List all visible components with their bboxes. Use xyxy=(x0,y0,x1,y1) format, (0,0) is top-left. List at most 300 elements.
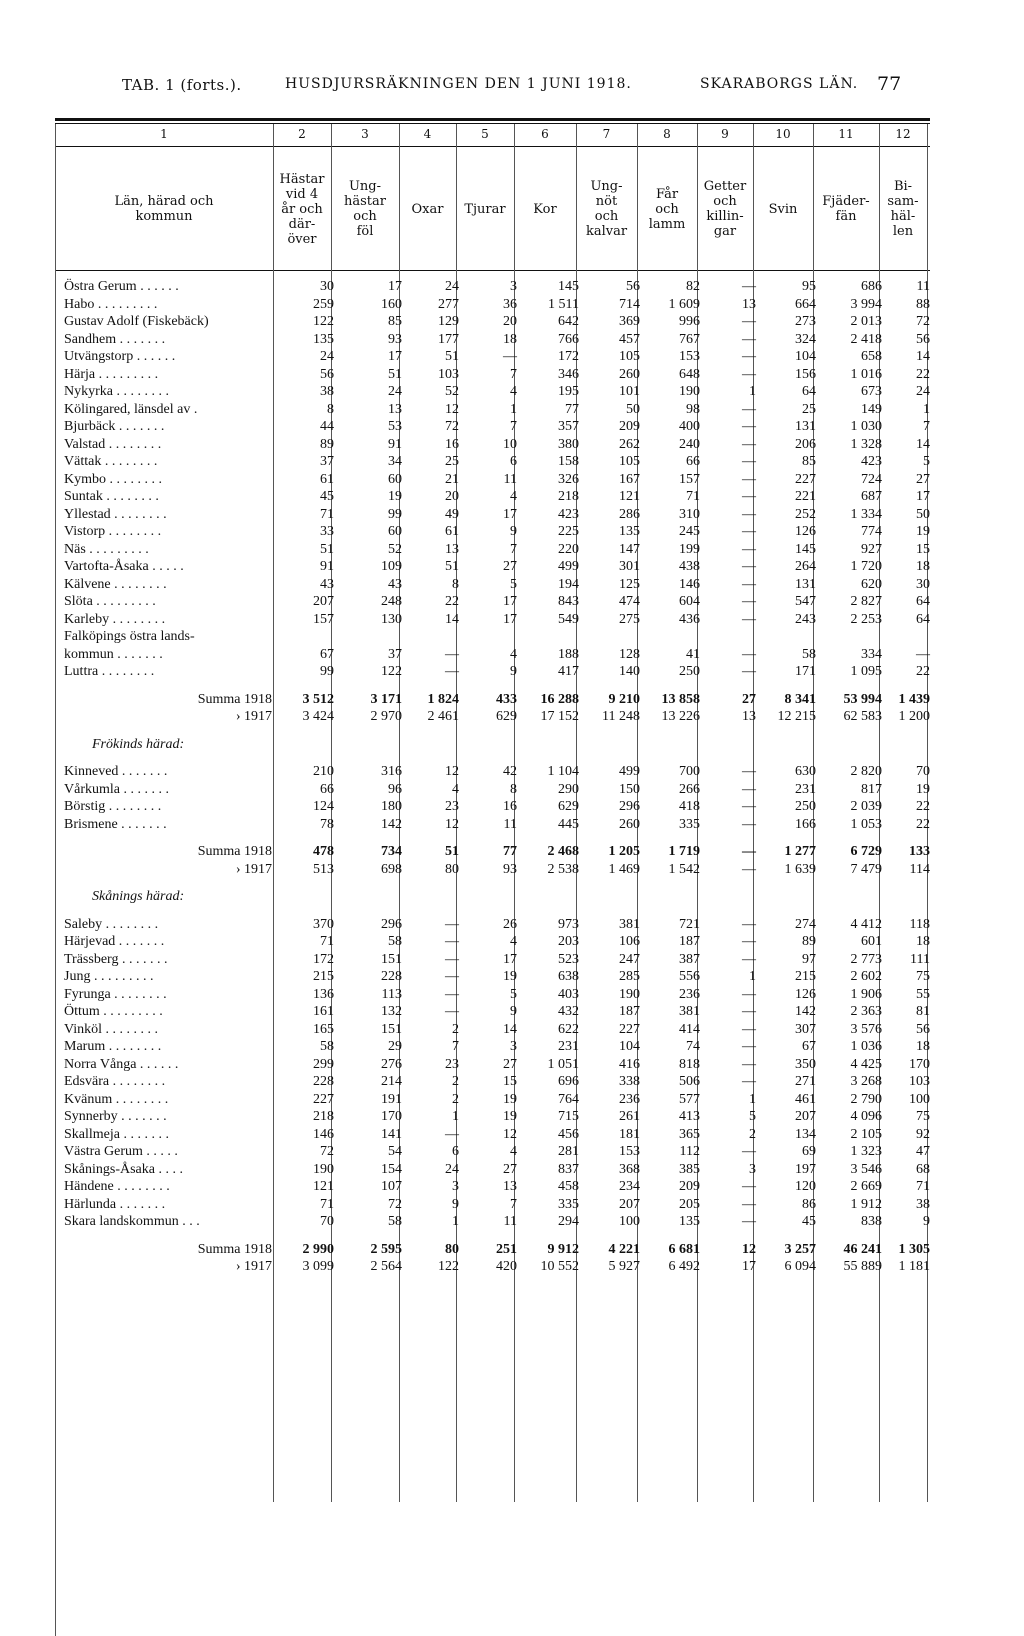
cell-col-10: 85 xyxy=(802,454,816,469)
cell-col-12: 114 xyxy=(909,861,930,877)
header-pigs: Svin xyxy=(768,201,798,217)
cell-col-12: 9 xyxy=(923,1214,930,1229)
cell-col-12: 14 xyxy=(916,349,930,364)
cell-col-6: 458 xyxy=(558,1179,579,1194)
cell-col-5: 16 xyxy=(503,799,517,814)
cell-col-3: 54 xyxy=(388,1144,402,1159)
cell-col-6: 638 xyxy=(558,969,579,984)
cell-col-12: 70 xyxy=(916,764,930,779)
sum-label: › 1917 xyxy=(235,861,272,877)
cell-col-7: 104 xyxy=(619,1039,640,1054)
cell-col-6: 432 xyxy=(558,1004,579,1019)
cell-col-8: 436 xyxy=(679,611,700,627)
cell-col-6: 195 xyxy=(558,384,579,399)
cell-col-8: 385 xyxy=(679,1161,700,1177)
cell-col-2: 56 xyxy=(320,366,334,382)
table-row xyxy=(0,1196,934,1214)
cell-col-4: — xyxy=(445,1126,459,1142)
cell-col-8: 387 xyxy=(679,951,700,967)
cell-col-7: 416 xyxy=(619,1056,640,1072)
cell-col-5: 4 xyxy=(510,646,517,662)
cell-col-6: 194 xyxy=(558,576,579,592)
cell-col-4: 3 xyxy=(452,1179,459,1194)
cell-col-12: 88 xyxy=(916,296,930,312)
cell-col-8: 6 681 xyxy=(668,1241,700,1257)
cell-col-5: 5 xyxy=(510,986,517,1002)
cell-col-2: 3 099 xyxy=(302,1259,334,1274)
municipality-name: Nykyrka . . . . . . . . xyxy=(64,384,169,399)
cell-col-6: 380 xyxy=(558,436,579,452)
cell-col-4: 277 xyxy=(438,296,459,312)
cell-col-3: 53 xyxy=(388,419,402,434)
cell-col-9: — xyxy=(742,611,756,627)
cell-col-2: 24 xyxy=(320,349,334,364)
cell-col-6: 642 xyxy=(558,314,579,329)
cell-col-5: 1 xyxy=(510,401,517,417)
cell-col-11: 1 016 xyxy=(850,366,882,382)
cell-col-11: 1 912 xyxy=(850,1196,882,1212)
cell-col-6: 1 511 xyxy=(548,296,579,312)
cell-col-6: 549 xyxy=(558,611,579,627)
cell-col-3: 180 xyxy=(381,799,402,814)
cell-col-11: 53 994 xyxy=(843,691,882,707)
cell-col-2: 71 xyxy=(320,934,334,949)
cell-col-9: — xyxy=(742,646,756,662)
cell-col-6: 326 xyxy=(558,471,579,487)
cell-col-11: 2 773 xyxy=(850,951,882,967)
cell-col-7: 50 xyxy=(626,401,640,417)
table-row xyxy=(0,1178,934,1196)
cell-col-9: — xyxy=(742,419,756,434)
cell-col-3: 60 xyxy=(388,471,402,487)
cell-col-6: 172 xyxy=(558,349,579,364)
cell-col-7: 262 xyxy=(619,436,640,452)
cell-col-9: — xyxy=(742,1004,756,1019)
cell-col-11: 6 729 xyxy=(850,844,882,859)
cell-col-12: 1 439 xyxy=(898,691,930,707)
cell-col-10: 58 xyxy=(802,646,816,662)
cell-col-9: — xyxy=(742,1056,756,1072)
cell-col-11: 7 479 xyxy=(850,861,882,877)
municipality-name: Sandhem . . . . . . . xyxy=(64,331,166,347)
cell-col-4: 21 xyxy=(445,471,459,487)
cell-col-5: 6 xyxy=(510,454,517,469)
cell-col-6: 423 xyxy=(558,506,579,522)
cell-col-4: 23 xyxy=(445,799,459,814)
spacer-row xyxy=(0,833,934,843)
cell-col-8: 381 xyxy=(679,1004,700,1019)
cell-col-4: — xyxy=(445,1004,459,1019)
cell-col-5: 19 xyxy=(503,1109,517,1124)
cell-col-5: 42 xyxy=(503,764,517,779)
cell-col-2: 165 xyxy=(313,1021,334,1037)
cell-col-4: 1 824 xyxy=(427,691,459,707)
cell-col-3: 276 xyxy=(381,1056,402,1072)
cell-col-8: 335 xyxy=(679,816,700,832)
cell-col-11: 4 412 xyxy=(850,916,882,932)
cell-col-9: — xyxy=(742,1179,756,1194)
cell-col-9: — xyxy=(742,861,756,877)
cell-col-7: 209 xyxy=(619,419,640,434)
sum-label: Summa 1918 xyxy=(197,1241,272,1257)
municipality-name: Brismene . . . . . . . xyxy=(64,816,167,832)
header-cows: Kor xyxy=(533,201,557,217)
cell-col-9: 17 xyxy=(742,1259,756,1274)
cell-col-8: 700 xyxy=(679,764,700,779)
cell-col-12: 1 181 xyxy=(898,1259,930,1274)
cell-col-6: 764 xyxy=(558,1091,579,1107)
sum-label: › 1917 xyxy=(235,1259,272,1274)
column-headers xyxy=(0,150,1024,268)
cell-col-4: 2 xyxy=(452,1021,459,1037)
cell-col-9: — xyxy=(742,1144,756,1159)
cell-col-2: 370 xyxy=(313,916,334,932)
municipality-name: Skara landskommun . . . xyxy=(64,1214,200,1229)
cell-col-10: 207 xyxy=(795,1109,816,1124)
cell-col-9: 1 xyxy=(749,1091,756,1107)
municipality-name: Karleby . . . . . . . . xyxy=(64,611,166,627)
municipality-name: Öttum . . . . . . . . . xyxy=(64,1004,163,1019)
cell-col-3: 2 564 xyxy=(370,1259,402,1274)
cell-col-11: 2 602 xyxy=(850,969,882,984)
cell-col-10: 221 xyxy=(795,489,816,504)
col-num-9: 9 xyxy=(721,127,729,141)
cell-col-6: 17 152 xyxy=(540,709,579,724)
cell-col-6: 715 xyxy=(558,1109,579,1124)
municipality-name: Härlunda . . . . . . . xyxy=(64,1196,166,1212)
table-row xyxy=(0,611,934,629)
cell-col-10: 134 xyxy=(795,1126,816,1142)
sum-row xyxy=(0,708,934,726)
cell-col-7: 261 xyxy=(619,1109,640,1124)
cell-col-11: 3 994 xyxy=(850,296,882,312)
table-row xyxy=(0,541,934,559)
cell-col-3: 3 171 xyxy=(370,691,402,707)
cell-col-4: 8 xyxy=(452,576,459,592)
cell-col-4: 80 xyxy=(445,1241,459,1257)
cell-col-2: 218 xyxy=(313,1109,334,1124)
cell-col-2: 78 xyxy=(320,816,334,832)
district-heading: Skånings härad: xyxy=(92,889,185,904)
spacer-row xyxy=(0,753,934,763)
municipality-name: Vinköl . . . . . . . . xyxy=(64,1021,159,1037)
municipality-name: Kvänum . . . . . . . . xyxy=(64,1091,169,1107)
cell-col-6: 2 538 xyxy=(547,861,579,877)
cell-col-11: 1 030 xyxy=(850,419,882,434)
cell-col-4: 61 xyxy=(445,524,459,539)
cell-col-12: 75 xyxy=(916,1109,930,1124)
col-num-5: 5 xyxy=(481,127,489,141)
col-num-8: 8 xyxy=(663,127,671,141)
table-row xyxy=(0,313,934,331)
cell-col-4: 2 xyxy=(452,1074,459,1089)
cell-col-11: 774 xyxy=(861,524,882,539)
table-row xyxy=(0,1213,934,1231)
municipality-name: Östra Gerum . . . . . . xyxy=(64,279,179,294)
cell-col-12: 27 xyxy=(916,471,930,487)
cell-col-6: 766 xyxy=(558,331,579,347)
cell-col-11: 4 425 xyxy=(850,1056,882,1072)
cell-col-10: 97 xyxy=(802,951,816,967)
cell-col-11: 1 036 xyxy=(850,1039,882,1054)
table-row xyxy=(0,471,934,489)
cell-col-5: 251 xyxy=(496,1241,517,1257)
cell-col-3: 151 xyxy=(381,1021,402,1037)
cell-col-12: 170 xyxy=(909,1056,930,1072)
cell-col-11: 1 328 xyxy=(850,436,882,452)
cell-col-3: 130 xyxy=(381,611,402,627)
cell-col-2: 44 xyxy=(320,419,334,434)
cell-col-8: 414 xyxy=(679,1021,700,1037)
cell-col-3: 29 xyxy=(388,1039,402,1054)
cell-col-7: 714 xyxy=(619,296,640,312)
cell-col-4: 122 xyxy=(438,1259,459,1274)
cell-col-10: 1 639 xyxy=(784,861,816,877)
cell-col-10: 273 xyxy=(795,314,816,329)
cell-col-12: 68 xyxy=(916,1161,930,1177)
cell-col-12: 56 xyxy=(916,1021,930,1037)
cell-col-8: 818 xyxy=(679,1056,700,1072)
cell-col-2: 146 xyxy=(313,1126,334,1142)
cell-col-12: 47 xyxy=(916,1144,930,1159)
cell-col-2: 37 xyxy=(320,454,334,469)
sum-label: Summa 1918 xyxy=(197,691,272,707)
cell-col-11: 2 790 xyxy=(850,1091,882,1107)
cell-col-7: 369 xyxy=(619,314,640,329)
header-beehives: Bi- sam- häl- len xyxy=(887,179,919,239)
cell-col-12: 64 xyxy=(916,611,930,627)
table-row xyxy=(0,436,934,454)
municipality-name: Näs . . . . . . . . . xyxy=(64,541,149,557)
cell-col-12: 72 xyxy=(916,314,930,329)
col-num-10: 10 xyxy=(775,127,791,141)
cell-col-5: 629 xyxy=(496,709,517,724)
cell-col-8: 13 226 xyxy=(661,709,700,724)
cell-col-7: 101 xyxy=(619,384,640,399)
table-row xyxy=(0,663,934,681)
cell-col-4: 7 xyxy=(452,1039,459,1054)
cell-col-2: 72 xyxy=(320,1144,334,1159)
cell-col-10: 89 xyxy=(802,934,816,949)
cell-col-11: 4 096 xyxy=(850,1109,882,1124)
municipality-name: Norra Vånga . . . . . . xyxy=(64,1056,179,1072)
cell-col-10: 231 xyxy=(795,781,816,797)
table-row xyxy=(0,506,934,524)
cell-col-8: 74 xyxy=(686,1039,700,1054)
cell-col-11: 423 xyxy=(861,454,882,469)
cell-col-11: 3 576 xyxy=(850,1021,882,1037)
cell-col-2: 513 xyxy=(313,861,334,877)
cell-col-12: 92 xyxy=(916,1126,930,1142)
header-young-horses: Ung- hästar och föl xyxy=(344,179,386,239)
cell-col-2: 58 xyxy=(320,1039,334,1054)
cell-col-2: 215 xyxy=(313,969,334,984)
cell-col-7: 4 221 xyxy=(608,1241,640,1257)
cell-col-5: 4 xyxy=(510,384,517,399)
municipality-name: Falköpings östra lands- xyxy=(64,629,195,644)
cell-col-9: 13 xyxy=(742,296,756,312)
cell-col-3: 214 xyxy=(381,1074,402,1089)
cell-col-2: 3 512 xyxy=(302,691,334,707)
cell-col-10: 104 xyxy=(795,349,816,364)
cell-col-11: 334 xyxy=(861,646,882,662)
cell-col-8: 187 xyxy=(679,934,700,949)
cell-col-5: 420 xyxy=(496,1259,517,1274)
cell-col-4: 1 xyxy=(452,1214,459,1229)
sum-row xyxy=(0,1258,934,1276)
cell-col-7: 227 xyxy=(619,1021,640,1037)
cell-col-10: 6 094 xyxy=(784,1259,816,1274)
cell-col-10: 3 257 xyxy=(784,1241,816,1257)
cell-col-7: 1 205 xyxy=(608,844,640,859)
cell-col-7: 181 xyxy=(619,1126,640,1142)
cell-col-2: 227 xyxy=(313,1091,334,1107)
cell-col-4: 24 xyxy=(445,279,459,294)
cell-col-9: — xyxy=(742,986,756,1002)
cell-col-11: 673 xyxy=(861,384,882,399)
cell-col-7: 207 xyxy=(619,1196,640,1212)
cell-col-5: — xyxy=(503,349,517,364)
cell-col-11: 2 363 xyxy=(850,1004,882,1019)
cell-col-9: — xyxy=(742,781,756,797)
cell-col-6: 77 xyxy=(565,401,579,417)
cell-col-10: 197 xyxy=(795,1161,816,1177)
cell-col-4: 49 xyxy=(445,506,459,522)
cell-col-3: 109 xyxy=(381,559,402,574)
cell-col-12: 118 xyxy=(909,916,930,932)
cell-col-8: 400 xyxy=(679,419,700,434)
municipality-name: Härjevad . . . . . . . xyxy=(64,934,165,949)
municipality-name: Marum . . . . . . . . xyxy=(64,1039,162,1054)
cell-col-10: 142 xyxy=(795,1004,816,1019)
cell-col-8: 266 xyxy=(679,781,700,797)
cell-col-11: 686 xyxy=(861,279,882,294)
cell-col-7: 275 xyxy=(619,611,640,627)
cell-col-12: 18 xyxy=(916,934,930,949)
cell-col-9: — xyxy=(742,951,756,967)
cell-col-10: 461 xyxy=(795,1091,816,1107)
sum-label: Summa 1918 xyxy=(197,844,272,859)
cell-col-9: — xyxy=(742,1214,756,1229)
municipality-name: Slöta . . . . . . . . . xyxy=(64,594,156,609)
cell-col-11: 3 268 xyxy=(850,1074,882,1089)
header-oxen: Oxar xyxy=(411,201,444,217)
cell-col-5: 4 xyxy=(510,1144,517,1159)
cell-col-2: 207 xyxy=(313,594,334,609)
column-number-row xyxy=(0,127,1024,145)
cell-col-12: 81 xyxy=(916,1004,930,1019)
municipality-name: Skallmeja . . . . . . . xyxy=(64,1126,169,1142)
table-row xyxy=(0,331,934,349)
sum-row xyxy=(0,691,934,709)
cell-col-8: 577 xyxy=(679,1091,700,1107)
cell-col-11: 1 334 xyxy=(850,506,882,522)
cell-col-2: 8 xyxy=(327,401,334,417)
header-goats: Getter och killin- gar xyxy=(703,179,747,239)
cell-col-12: 22 xyxy=(916,816,930,832)
cell-col-6: 218 xyxy=(558,489,579,504)
cell-col-7: 234 xyxy=(619,1179,640,1194)
cell-col-7: 167 xyxy=(619,471,640,487)
cell-col-7: 368 xyxy=(619,1161,640,1177)
table-row xyxy=(0,628,934,646)
sum-label: › 1917 xyxy=(235,709,272,724)
cell-col-2: 99 xyxy=(320,664,334,679)
cell-col-3: 141 xyxy=(381,1126,402,1142)
cell-col-11: 838 xyxy=(861,1214,882,1229)
cell-col-10: 1 277 xyxy=(784,844,816,859)
cell-col-4: 12 xyxy=(445,401,459,417)
table-row xyxy=(0,296,934,314)
cell-col-8: 236 xyxy=(679,986,700,1002)
cell-col-2: 67 xyxy=(320,646,334,662)
cell-col-9: — xyxy=(742,1039,756,1054)
cell-col-4: 51 xyxy=(445,844,459,859)
header-young-cattle: Ung- nöt och kalvar xyxy=(585,179,628,239)
cell-col-4: 13 xyxy=(445,541,459,557)
cell-col-12: 14 xyxy=(916,436,930,452)
cell-col-3: 17 xyxy=(388,349,402,364)
cell-col-8: 1 719 xyxy=(668,844,700,859)
cell-col-7: 190 xyxy=(619,986,640,1002)
cell-col-2: 43 xyxy=(320,576,334,592)
cell-col-10: 8 341 xyxy=(784,691,816,707)
cell-col-6: 357 xyxy=(558,419,579,434)
municipality-name: Skånings-Åsaka . . . . xyxy=(64,1161,183,1177)
cell-col-6: 417 xyxy=(558,664,579,679)
cell-col-11: 2 827 xyxy=(850,594,882,609)
cell-col-3: 60 xyxy=(388,524,402,539)
cell-col-5: 433 xyxy=(496,691,517,707)
cell-col-6: 231 xyxy=(558,1039,579,1054)
top-rule-thin xyxy=(55,123,930,124)
table-row xyxy=(0,558,934,576)
cell-col-8: 506 xyxy=(679,1074,700,1089)
cell-col-12: 56 xyxy=(916,331,930,347)
cell-col-3: 52 xyxy=(388,541,402,557)
cell-col-12: 64 xyxy=(916,594,930,609)
cell-col-5: 9 xyxy=(510,524,517,539)
table-row xyxy=(0,383,934,401)
cell-col-5: 77 xyxy=(503,844,517,859)
cell-col-7: 285 xyxy=(619,969,640,984)
cell-col-5: 3 xyxy=(510,1039,517,1054)
cell-col-11: 2 105 xyxy=(850,1126,882,1142)
cell-col-10: 324 xyxy=(795,331,816,347)
cell-col-4: 129 xyxy=(438,314,459,329)
cell-col-8: 418 xyxy=(679,799,700,814)
cell-col-10: 630 xyxy=(795,764,816,779)
cell-col-2: 71 xyxy=(320,506,334,522)
cell-col-9: — xyxy=(742,934,756,949)
cell-col-7: 147 xyxy=(619,541,640,557)
col-num-2: 2 xyxy=(298,127,306,141)
cell-col-6: 145 xyxy=(558,279,579,294)
col-num-6: 6 xyxy=(541,127,549,141)
cell-col-8: 767 xyxy=(679,331,700,347)
sum-row xyxy=(0,843,934,861)
cell-col-7: 11 248 xyxy=(602,709,640,724)
cell-col-10: 126 xyxy=(795,986,816,1002)
header-poultry: Fjäder- fän xyxy=(822,194,870,224)
cell-col-10: 250 xyxy=(795,799,816,814)
cell-col-9: 1 xyxy=(749,969,756,984)
cell-col-2: 70 xyxy=(320,1214,334,1229)
table-row xyxy=(0,1143,934,1161)
cell-col-5: 36 xyxy=(503,296,517,312)
cell-col-2: 172 xyxy=(313,951,334,967)
cell-col-11: 620 xyxy=(861,576,882,592)
